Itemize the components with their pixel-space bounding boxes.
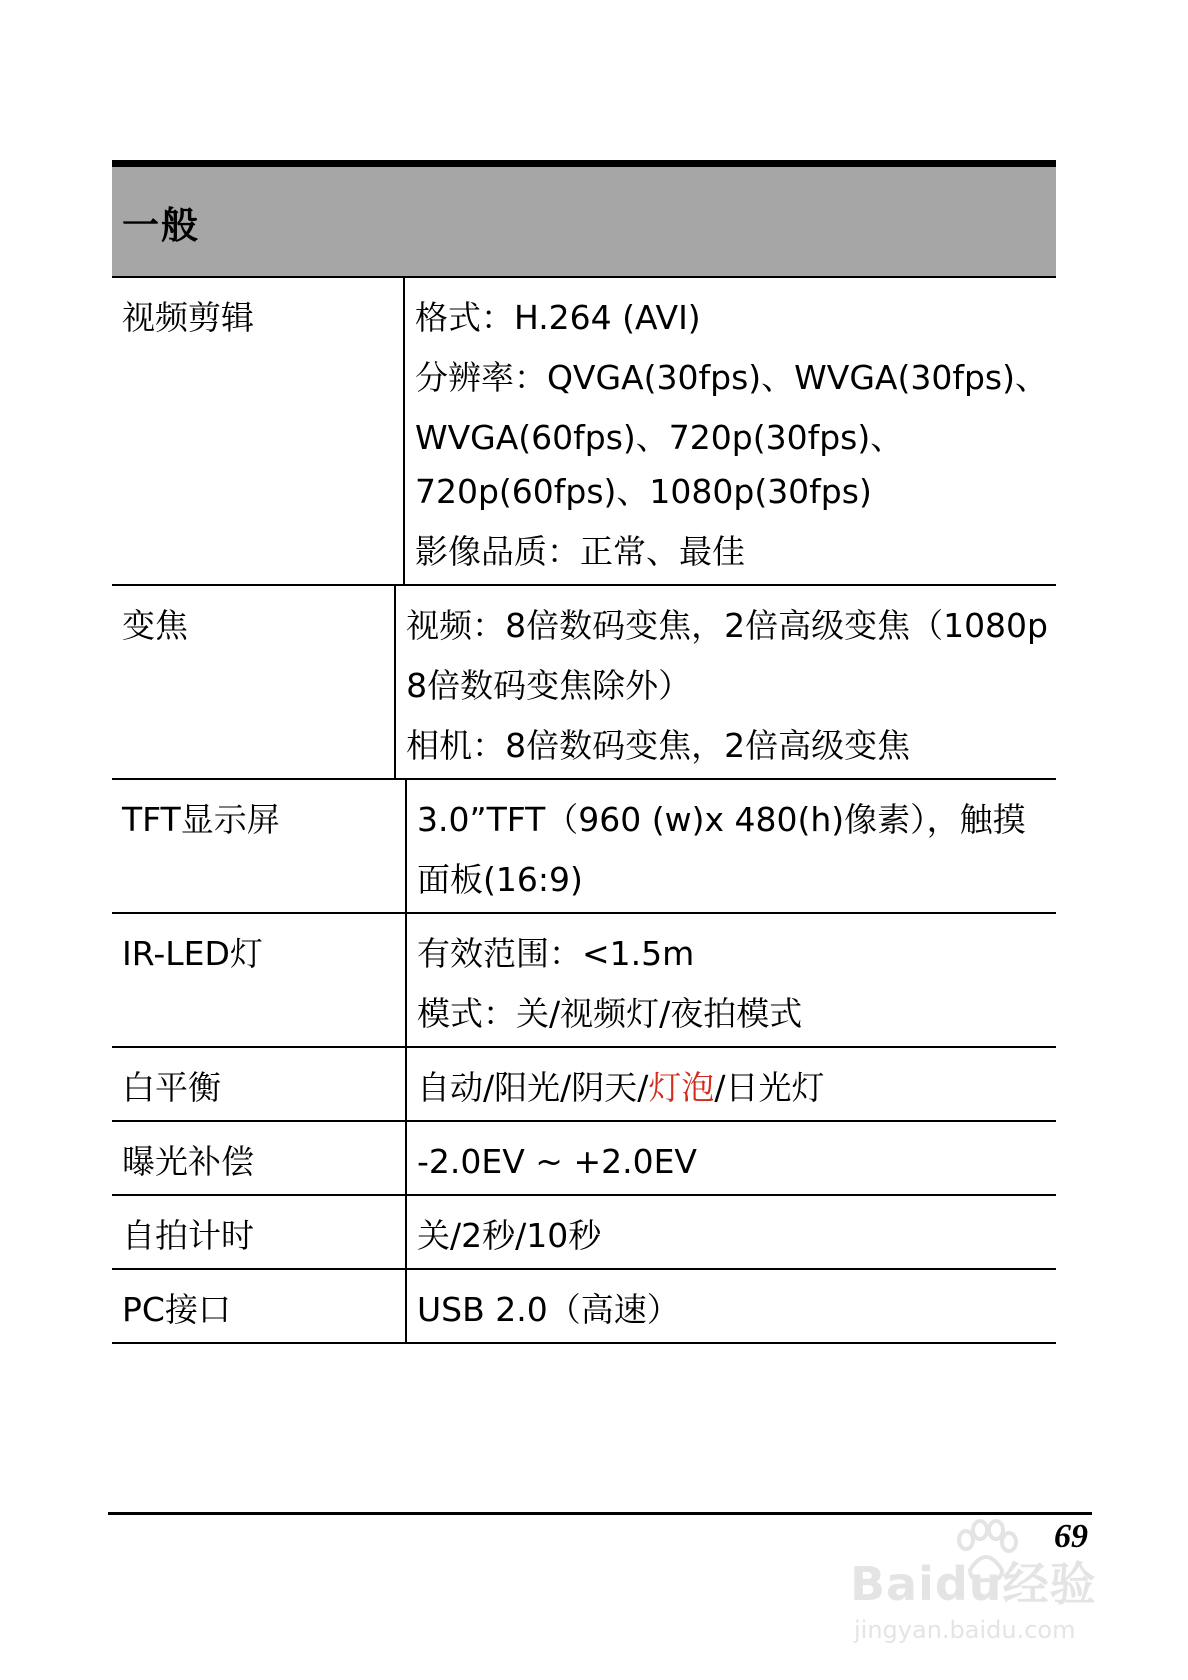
spec-value-line: 模式：关/视频灯/夜拍模式 xyxy=(417,994,803,1033)
spec-value-line: 关/2秒/10秒 xyxy=(417,1216,602,1255)
spec-label: 曝光补偿 xyxy=(112,1122,407,1194)
spec-value-line: 格式：H.264 (AVI) xyxy=(414,298,701,337)
spec-row-tft-display xyxy=(112,780,1056,914)
spec-value xyxy=(407,1270,1056,1342)
spec-label: 白平衡 xyxy=(112,1048,407,1120)
section-title: 一般 xyxy=(122,203,200,247)
watermark-logo: Baidu经验 xyxy=(850,1557,1097,1611)
spec-value-line: 有效范围：<1.5m xyxy=(417,934,695,973)
baidu-watermark xyxy=(850,1518,1130,1648)
spec-value xyxy=(396,586,1056,778)
spec-row-zoom xyxy=(112,586,1056,780)
spec-value xyxy=(407,780,1056,912)
spec-value-line: WVGA(60fps)、720p(30fps)、 xyxy=(414,418,904,457)
header-top-rule xyxy=(112,160,1056,167)
spec-row-pc-interface xyxy=(112,1270,1056,1344)
spec-value-line: USB 2.0（高速） xyxy=(417,1290,680,1329)
spec-value xyxy=(407,1122,1056,1194)
spec-row-video-clip xyxy=(112,278,1056,586)
spec-row-exposure xyxy=(112,1122,1056,1196)
white-balance-part: 自动/阳光/阴天/ xyxy=(417,1068,649,1107)
spec-label: 视频剪辑 xyxy=(112,278,405,584)
spec-value-line: 视频：8倍数码变焦，2倍高级变焦（1080p xyxy=(406,606,1048,645)
watermark-url: jingyan.baidu.com xyxy=(854,1616,1076,1644)
section-header xyxy=(112,167,1056,278)
spec-label: 变焦 xyxy=(112,586,396,778)
spec-value-line: -2.0EV ~ +2.0EV xyxy=(417,1142,698,1181)
spec-row-self-timer xyxy=(112,1196,1056,1270)
spec-value-line xyxy=(417,1070,1048,1106)
spec-value-line: 8倍数码变焦除外） xyxy=(406,666,692,705)
spec-label: PC接口 xyxy=(112,1270,407,1342)
spec-value-line: 影像品质：正常、最佳 xyxy=(414,532,745,571)
spec-row-ir-led xyxy=(112,914,1056,1048)
spec-label: 自拍计时 xyxy=(112,1196,407,1268)
spec-value xyxy=(405,278,1056,584)
spec-row-white-balance xyxy=(112,1048,1056,1122)
spec-value-line: 面板(16:9) xyxy=(417,860,583,899)
spec-value xyxy=(407,1048,1056,1120)
spec-table xyxy=(112,160,1056,1344)
white-balance-part: /日光灯 xyxy=(714,1068,825,1107)
page-number: 69 xyxy=(1054,1518,1088,1555)
spec-value xyxy=(407,914,1056,1046)
spec-value-line: 分辨率：QVGA(30fps)、WVGA(30fps)、 xyxy=(414,358,1048,397)
white-balance-highlight: 灯泡 xyxy=(648,1068,715,1107)
spec-value-line: 3.0”TFT（960 (w)x 480(h)像素），触摸 xyxy=(417,800,1026,839)
spec-label: IR-LED灯 xyxy=(112,914,407,1046)
spec-value-line: 720p(60fps)、1080p(30fps) xyxy=(414,472,872,511)
footer-rule xyxy=(108,1512,1092,1515)
spec-value xyxy=(407,1196,1056,1268)
spec-label: TFT显示屏 xyxy=(112,780,407,912)
spec-value-line: 相机：8倍数码变焦，2倍高级变焦 xyxy=(406,726,911,765)
